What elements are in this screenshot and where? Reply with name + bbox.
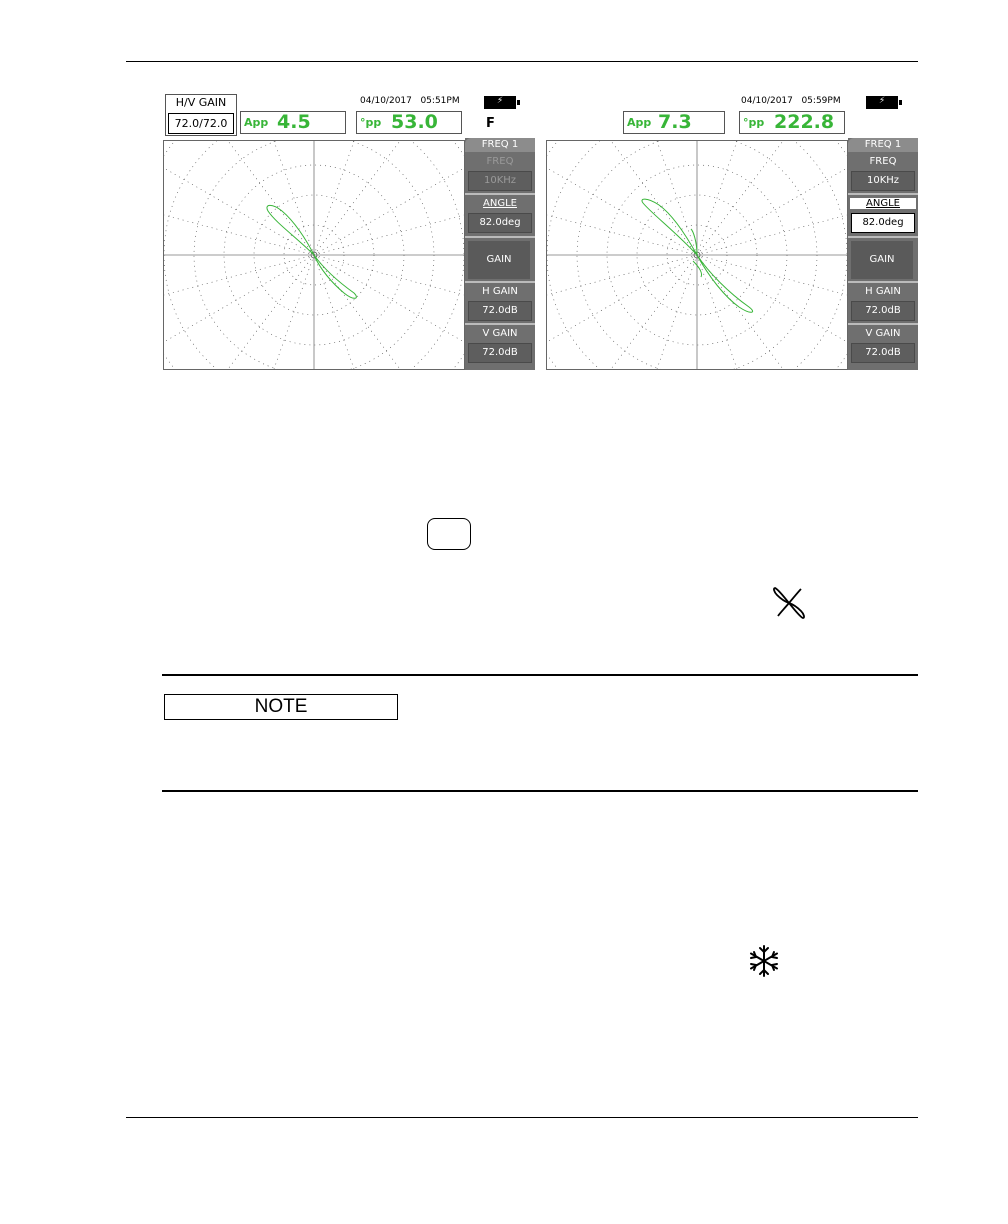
hv-gain-value: 72.0/72.0 — [168, 113, 234, 134]
freq-value[interactable]: 10KHz — [851, 171, 915, 191]
vgain-label: V GAIN — [482, 328, 518, 339]
phase-readout — [356, 111, 462, 134]
hgain-label: H GAIN — [865, 286, 901, 297]
left-instrument-screen — [163, 92, 535, 370]
hv-gain-title: H/V GAIN — [175, 96, 227, 109]
polar-grid — [164, 141, 464, 369]
hgain-value[interactable]: 72.0dB — [851, 301, 915, 321]
menu-divider — [848, 193, 918, 195]
menu-divider — [848, 323, 918, 325]
phase-label: °pp — [360, 116, 382, 129]
menu-header: FREQ 1 — [848, 138, 918, 152]
menu-divider — [848, 236, 918, 238]
side-menu — [848, 138, 918, 370]
filter-indicator: F — [486, 116, 495, 131]
amplitude-readout — [623, 111, 725, 134]
datetime: 04/10/2017 05:59PM — [741, 96, 841, 106]
note-bottom-rule — [162, 790, 918, 792]
hv-gain-box — [165, 94, 237, 136]
amplitude-readout — [240, 111, 346, 134]
amplitude-label: App — [627, 116, 652, 129]
signal-trace — [267, 205, 356, 298]
note-label: NOTE — [164, 694, 398, 720]
freq-label: FREQ — [869, 156, 897, 167]
gain-button[interactable]: GAIN — [468, 241, 530, 279]
impedance-plane-plot — [546, 140, 848, 370]
menu-header: FREQ 1 — [465, 138, 535, 152]
angle-label: ANGLE — [850, 198, 916, 209]
angle-label: ANGLE — [483, 198, 517, 209]
angle-value[interactable]: 82.0deg — [468, 213, 532, 233]
side-menu — [465, 138, 535, 370]
footer-rule — [126, 1117, 918, 1118]
header-rule — [126, 61, 918, 62]
vgain-label: V GAIN — [865, 328, 901, 339]
hgain-value[interactable]: 72.0dB — [468, 301, 532, 321]
menu-divider — [465, 236, 535, 238]
angle-value[interactable]: 82.0deg — [851, 213, 915, 233]
phase-value: 53.0 — [391, 111, 438, 133]
null-icon — [772, 585, 806, 621]
freeze-icon — [747, 944, 781, 978]
note-top-rule — [162, 674, 918, 676]
menu-divider — [848, 281, 918, 283]
amplitude-value: 7.3 — [658, 111, 692, 133]
vgain-value[interactable]: 72.0dB — [851, 343, 915, 363]
impedance-plane-plot — [163, 140, 465, 370]
right-instrument-screen — [546, 92, 918, 370]
battery-icon: ⚡ — [484, 96, 516, 109]
gain-button[interactable]: GAIN — [851, 241, 913, 279]
polar-grid — [547, 141, 847, 369]
vgain-value[interactable]: 72.0dB — [468, 343, 532, 363]
phase-value: 222.8 — [774, 111, 835, 133]
menu-divider — [465, 323, 535, 325]
amplitude-value: 4.5 — [277, 111, 311, 133]
freq-value[interactable]: 10KHz — [468, 171, 532, 191]
phase-label: °pp — [743, 116, 765, 129]
hgain-label: H GAIN — [482, 286, 518, 297]
menu-divider — [465, 193, 535, 195]
instrument-key-icon — [427, 518, 471, 550]
menu-divider — [465, 281, 535, 283]
amplitude-label: App — [244, 116, 269, 129]
battery-icon: ⚡ — [866, 96, 898, 109]
phase-readout — [739, 111, 845, 134]
datetime: 04/10/2017 05:51PM — [360, 96, 460, 106]
freq-label: FREQ — [486, 156, 514, 167]
